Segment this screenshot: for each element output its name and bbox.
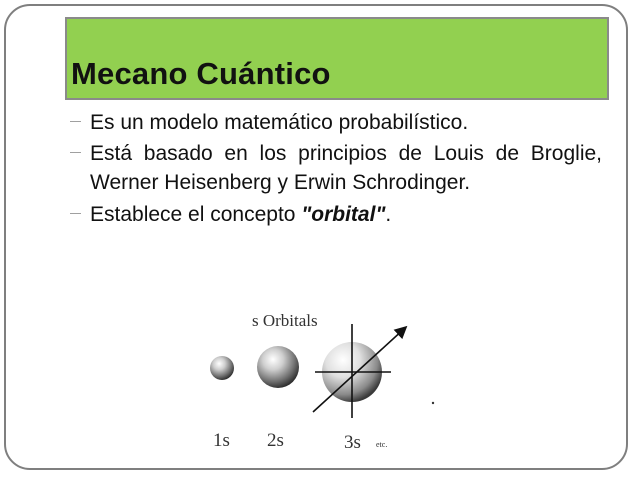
bullet-item xyxy=(70,200,602,229)
bullet-text-prefix: Establece el concepto xyxy=(90,203,302,226)
figure-title: s Orbitals xyxy=(252,311,318,330)
bullet-text-suffix: . xyxy=(385,203,392,226)
s-orbitals-figure xyxy=(195,300,445,460)
orbital-3s-group xyxy=(313,324,405,418)
slide-title: Mecano Cuántico xyxy=(71,56,331,91)
orbital-emphasis: "orbital" xyxy=(301,203,386,226)
label-etc: etc. xyxy=(376,440,388,449)
bullet-item xyxy=(70,139,602,197)
bullet-text: Es un modelo matemático probabilístico. xyxy=(90,111,469,134)
bullet-marker xyxy=(70,121,81,122)
label-3s: 3s xyxy=(344,432,361,453)
orbital-2s-sphere xyxy=(257,346,299,388)
bullet-text: Está basado en los principios de Louis de Broglie, Werner Heisenberg y Erwin Schrodinger. xyxy=(90,142,602,194)
bullet-marker xyxy=(70,152,81,153)
bullet-item xyxy=(70,108,602,137)
label-2s: 2s xyxy=(267,430,284,451)
bullet-list xyxy=(70,108,602,229)
dot-mark xyxy=(432,402,434,404)
bullet-marker xyxy=(70,213,81,214)
label-1s: 1s xyxy=(213,430,230,451)
orbital-1s-sphere xyxy=(210,356,234,380)
bullet-text xyxy=(90,200,602,229)
